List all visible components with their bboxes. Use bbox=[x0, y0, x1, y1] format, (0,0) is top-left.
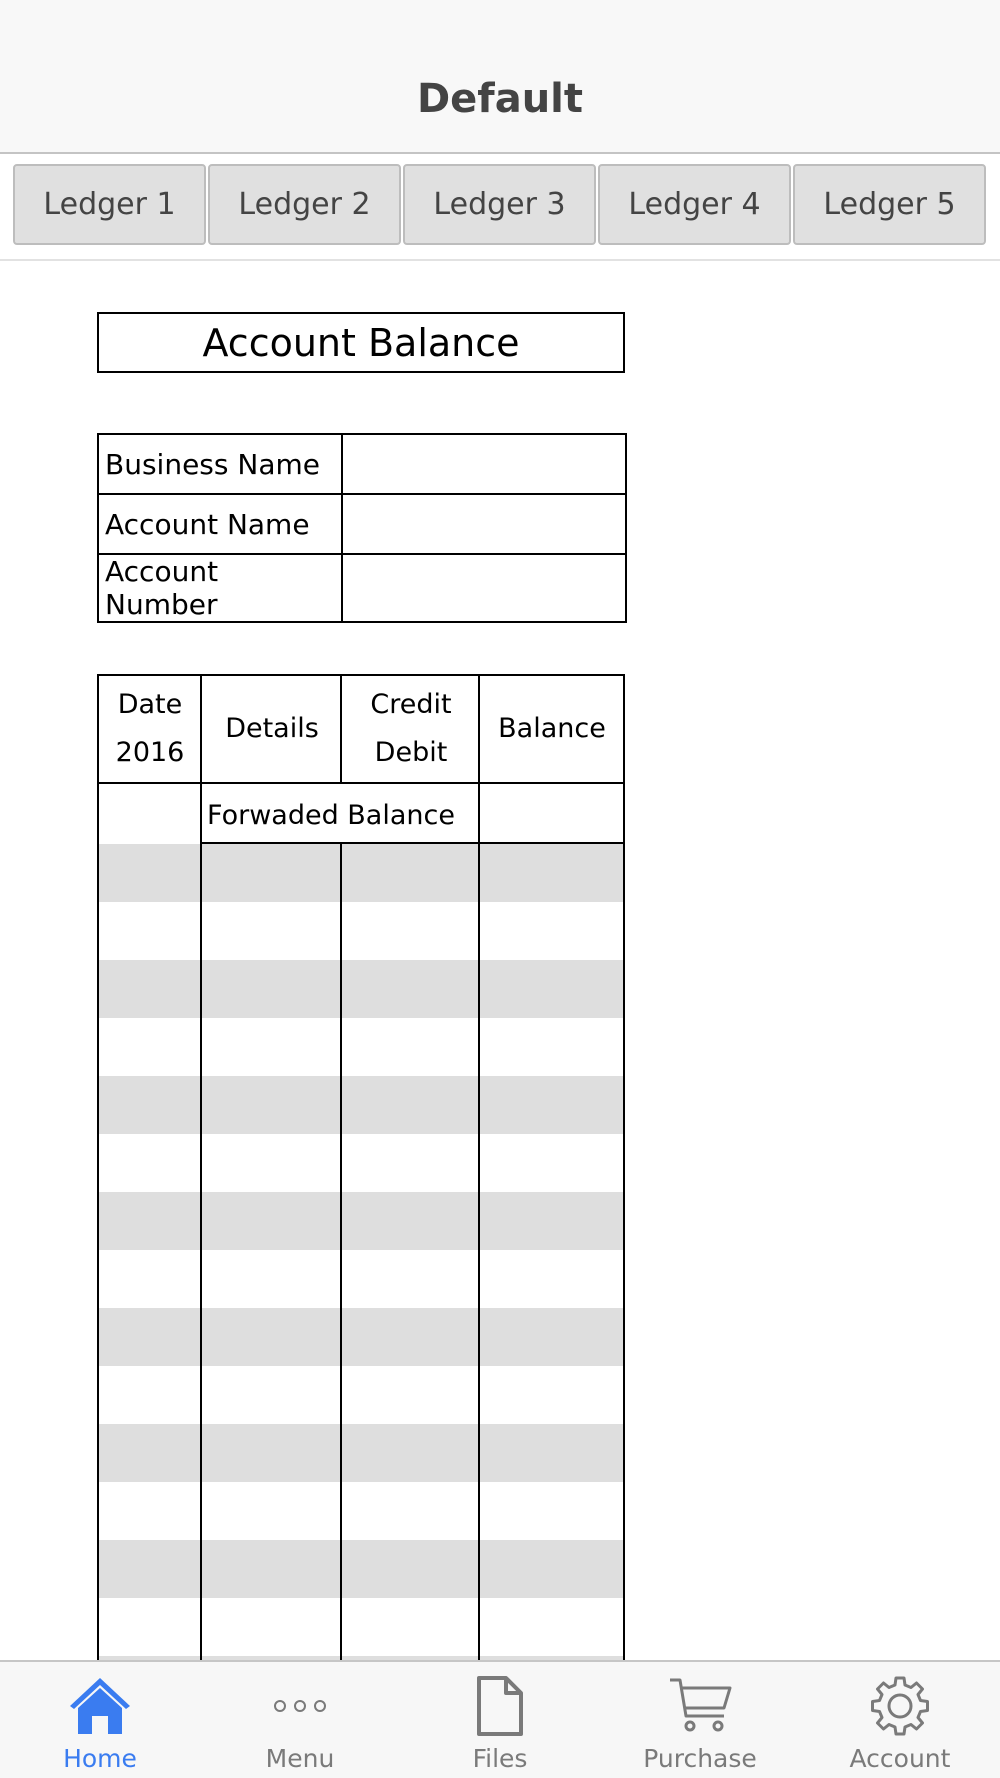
table-border-right bbox=[623, 674, 625, 1674]
account-balance-title: Account Balance bbox=[97, 312, 625, 373]
nav-purchase[interactable] bbox=[600, 1662, 800, 1778]
table-row bbox=[98, 434, 626, 494]
nav-files-label: Files bbox=[472, 1744, 528, 1773]
table-row[interactable] bbox=[99, 1192, 623, 1250]
file-icon bbox=[476, 1674, 524, 1738]
credit-header-label: Credit bbox=[370, 689, 452, 720]
home-icon bbox=[68, 1674, 132, 1738]
balance-header-label: Balance bbox=[498, 713, 606, 744]
table-row[interactable] bbox=[99, 1076, 623, 1134]
page-title: Default bbox=[416, 76, 584, 122]
business-name-field[interactable] bbox=[342, 434, 626, 494]
table-row[interactable] bbox=[99, 960, 623, 1018]
table-row bbox=[98, 554, 626, 622]
nav-purchase-label: Purchase bbox=[643, 1744, 757, 1773]
bottom-tab-bar bbox=[0, 1660, 1000, 1778]
table-row[interactable] bbox=[99, 1308, 623, 1366]
nav-home[interactable] bbox=[0, 1662, 200, 1778]
nav-menu[interactable] bbox=[200, 1662, 400, 1778]
header-bar bbox=[0, 0, 1000, 154]
balance-header bbox=[481, 676, 623, 782]
nav-account-label: Account bbox=[849, 1744, 951, 1773]
column-divider bbox=[340, 844, 342, 1674]
column-divider bbox=[200, 674, 202, 1674]
account-number-field[interactable] bbox=[342, 554, 626, 622]
forwarded-balance-label: Forwaded Balance bbox=[207, 799, 455, 831]
gear-icon bbox=[869, 1674, 931, 1738]
ledger-tab-bar bbox=[0, 154, 1000, 261]
cart-icon bbox=[668, 1674, 732, 1738]
date-header-year: 2016 bbox=[115, 737, 185, 768]
nav-home-label: Home bbox=[63, 1744, 137, 1773]
table-row[interactable] bbox=[99, 844, 623, 902]
account-number-label: Account Number bbox=[98, 554, 342, 622]
account-info-table bbox=[97, 433, 627, 623]
date-header-label: Date bbox=[117, 689, 183, 720]
tab-ledger-2[interactable]: Ledger 2 bbox=[208, 164, 401, 245]
tab-ledger-3[interactable]: Ledger 3 bbox=[403, 164, 596, 245]
nav-menu-label: Menu bbox=[265, 1744, 335, 1773]
column-divider bbox=[340, 674, 342, 784]
details-header bbox=[203, 676, 341, 782]
table-row[interactable] bbox=[99, 1540, 623, 1598]
tab-ledger-5[interactable]: Ledger 5 bbox=[793, 164, 986, 245]
more-icon bbox=[270, 1674, 330, 1738]
details-header-label: Details bbox=[225, 713, 319, 744]
account-name-label: Account Name bbox=[98, 494, 342, 554]
table-row[interactable] bbox=[99, 1424, 623, 1482]
business-name-label: Business Name bbox=[98, 434, 342, 494]
tab-ledger-4[interactable]: Ledger 4 bbox=[598, 164, 791, 245]
nav-account[interactable] bbox=[800, 1662, 1000, 1778]
tab-ledger-1[interactable]: Ledger 1 bbox=[13, 164, 206, 245]
table-row bbox=[98, 494, 626, 554]
table-border-left bbox=[97, 674, 99, 1674]
ledger-header-row bbox=[97, 674, 625, 784]
credit-debit-header bbox=[343, 676, 479, 782]
nav-files[interactable] bbox=[400, 1662, 600, 1778]
debit-header-label: Debit bbox=[374, 737, 448, 768]
date-header bbox=[99, 676, 201, 782]
ledger-table bbox=[97, 674, 625, 1674]
account-name-field[interactable] bbox=[342, 494, 626, 554]
